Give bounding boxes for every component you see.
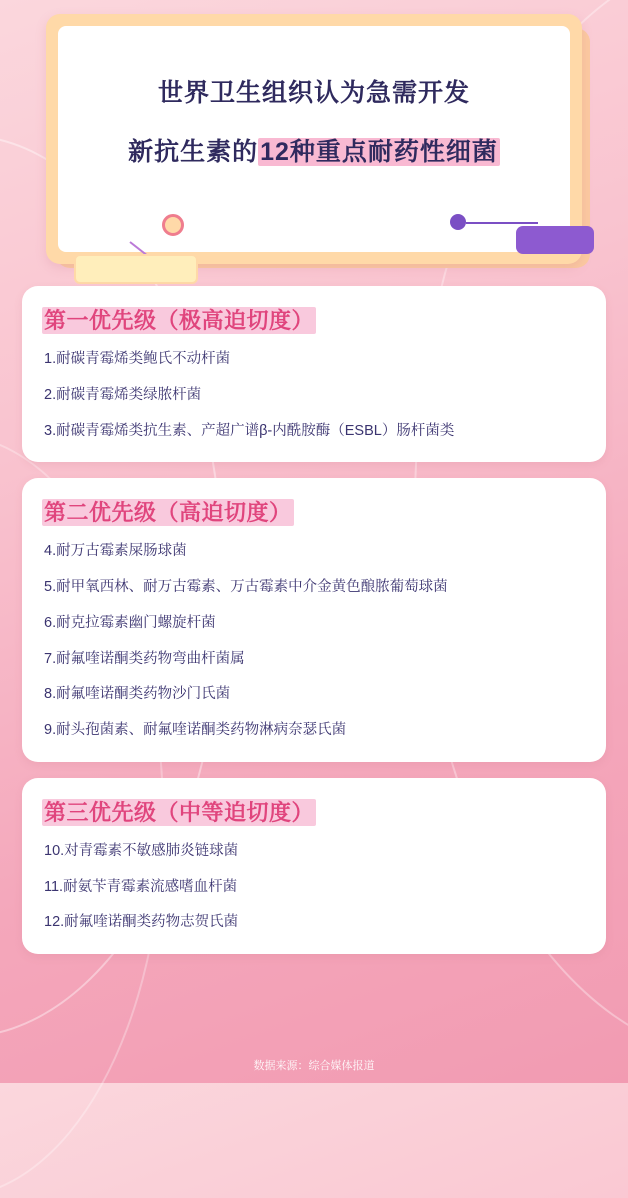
list-item: 11.耐氨苄青霉素流感嗜血杆菌 xyxy=(44,878,238,895)
list-item: 8.耐氟喹诺酮类药物沙门氏菌 xyxy=(44,686,231,703)
list-item: 2.耐碳青霉烯类绿脓杆菌 xyxy=(44,386,202,403)
list-item: 7.耐氟喹诺酮类药物弯曲杆菌属 xyxy=(44,650,245,667)
list-item: 9.耐头孢菌素、耐氟喹诺酮类药物淋病奈瑟氏菌 xyxy=(44,722,347,738)
list-item: 10.对青霉素不敏感肺炎链球菌 xyxy=(44,842,239,859)
pin-line-right xyxy=(466,222,538,224)
sticky-tag-purple xyxy=(516,226,594,254)
list-item: 5.耐甲氧西林、耐万古霉素、万古霉素中介金黄色酿脓葡萄球菌 xyxy=(44,579,448,595)
board-inner xyxy=(58,26,570,252)
magnet-pin-purple-icon xyxy=(450,214,466,230)
list-item: 12.耐氟喹诺酮类药物志贺氏菌 xyxy=(44,914,239,931)
magnet-pin-orange-icon xyxy=(162,214,184,236)
board-frame xyxy=(46,14,582,264)
list-item: 6.耐克拉霉素幽门螺旋杆菌 xyxy=(44,614,216,631)
list-item: 1.耐碳青霉烯类鲍氏不动杆菌 xyxy=(44,351,231,367)
poster-page xyxy=(0,14,628,1083)
priority-card-2 xyxy=(22,478,606,762)
priority-card-2-title: 第二优先级（高迫切度） xyxy=(44,500,292,526)
priority-card-1-title: 第一优先级（极高迫切度） xyxy=(44,308,315,333)
page-title-line-2: 新抗生素的12种重点耐药性细菌 xyxy=(128,138,498,167)
priority-card-3-title: 第三优先级（中等迫切度） xyxy=(44,799,315,825)
list-item: 4.耐万古霉素屎肠球菌 xyxy=(44,543,187,560)
list-item: 3.耐碳青霉烯类抗生素、产超广谱β-内酰胺酶（ESBL）肠杆菌类 xyxy=(44,422,455,439)
header-board xyxy=(46,14,582,286)
source-note: 数据来源：综合媒体报道 xyxy=(253,1060,375,1072)
page-title xyxy=(58,78,570,169)
page-title-line-1: 世界卫生组织认为急需开发 xyxy=(157,79,470,107)
sticky-tag-yellow xyxy=(74,254,198,284)
priority-card-3 xyxy=(22,778,606,954)
priority-card-1 xyxy=(22,286,606,462)
